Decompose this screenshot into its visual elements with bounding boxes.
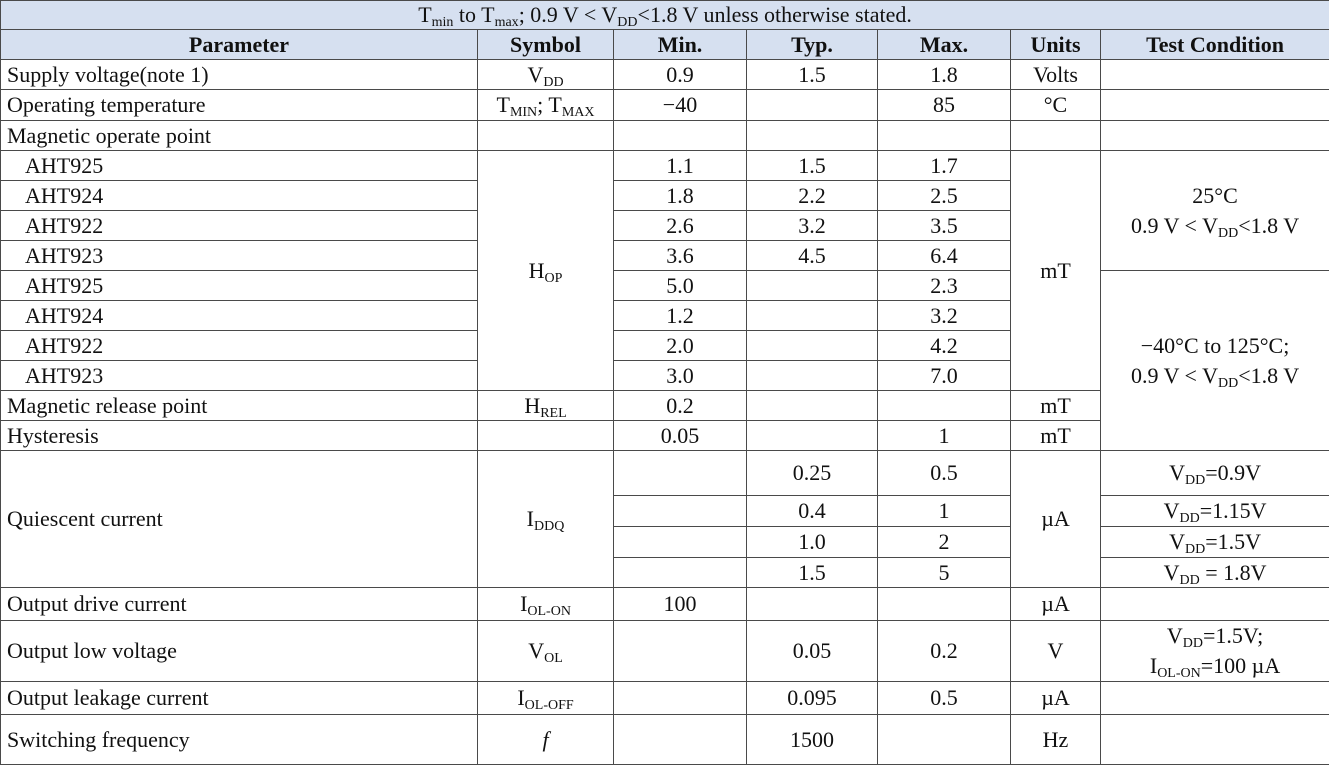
cell-typ: 0.095 [747, 682, 878, 715]
cell-condition [1101, 715, 1329, 765]
device-name: AHT923 [1, 241, 478, 271]
cell-max: 2.3 [878, 271, 1011, 301]
device-name: AHT923 [1, 361, 478, 391]
table-row [1, 682, 1329, 715]
cell-empty [478, 121, 614, 151]
cell-max: 1 [878, 421, 1011, 451]
cell-typ [747, 588, 878, 621]
cell-condition: $V_{DD}=0.9V$ [1101, 451, 1329, 496]
cell-typ [747, 90, 878, 121]
header-test-condition: Test Condition [1101, 30, 1329, 60]
cell-max: 3.2 [878, 301, 1011, 331]
cell-typ: 4.5 [747, 241, 878, 271]
cell-condition [1101, 588, 1329, 621]
param-supply-voltage: Supply voltage(note 1) [1, 60, 478, 90]
symbol-f: f [478, 715, 614, 765]
cell-min: 2.0 [614, 331, 747, 361]
cell-units: Hz [1011, 715, 1101, 765]
header-parameter: Parameter [1, 30, 478, 60]
device-name: AHT925 [1, 271, 478, 301]
symbol-vol: $V_{OL}$ [478, 621, 614, 682]
cell-max: 85 [878, 90, 1011, 121]
cell-typ [747, 421, 878, 451]
cell-typ: 1.5 [747, 151, 878, 181]
table-row [1, 451, 1329, 496]
header-symbol: Symbol [478, 30, 614, 60]
cell-min: 100 [614, 588, 747, 621]
header-row [1, 30, 1329, 60]
cell-units: mT [1011, 421, 1101, 451]
device-name: AHT922 [1, 211, 478, 241]
cell-max: 7.0 [878, 361, 1011, 391]
cell-empty [747, 121, 878, 151]
param-switching-frequency: Switching frequency [1, 715, 478, 765]
symbol-hrel: $H_{REL}$ [478, 391, 614, 421]
param-magnetic-release-point: Magnetic release point [1, 391, 478, 421]
cell-max: 1.7 [878, 151, 1011, 181]
cell-max: 5 [878, 558, 1011, 588]
units-iddq: µA [1011, 451, 1101, 588]
cell-typ: 2.2 [747, 181, 878, 211]
cell-typ: 1.5 [747, 558, 878, 588]
cell-condition: $V_{DD} = 1.8V$ [1101, 558, 1329, 588]
cell-min: 0.2 [614, 391, 747, 421]
cell-min: 1.8 [614, 181, 747, 211]
table-row [1, 121, 1329, 151]
cell-empty [1011, 121, 1101, 151]
cell-typ [747, 301, 878, 331]
symbol-iol-on: $I_{OL-ON}$ [478, 588, 614, 621]
header-units: Units [1011, 30, 1101, 60]
cell-max: 3.5 [878, 211, 1011, 241]
param-magnetic-operate-point: Magnetic operate point [1, 121, 478, 151]
cell-typ [747, 271, 878, 301]
symbol-vdd: $V_{DD}$ [478, 60, 614, 90]
cell-typ [747, 361, 878, 391]
header-min: Min. [614, 30, 747, 60]
table-row [1, 715, 1329, 765]
table-row [1, 271, 1329, 301]
condition-vol: $V_{DD}=1.5V$; $I_{OL-ON}=100$ µA [1101, 621, 1329, 682]
device-name: AHT924 [1, 301, 478, 331]
cell-min [614, 527, 747, 558]
cell-min: 2.6 [614, 211, 747, 241]
table-row [1, 588, 1329, 621]
table-title-row [1, 1, 1329, 30]
table-row [1, 90, 1329, 121]
cell-min [614, 621, 747, 682]
cell-condition [1101, 60, 1329, 90]
cell-empty [1101, 121, 1329, 151]
cell-units: mT [1011, 391, 1101, 421]
cell-units: µA [1011, 682, 1101, 715]
cell-empty [614, 121, 747, 151]
cell-max: 0.5 [878, 682, 1011, 715]
table-row [1, 621, 1329, 682]
symbol-iddq: $I_{DDQ}$ [478, 451, 614, 588]
param-operating-temperature: Operating temperature [1, 90, 478, 121]
device-name: AHT925 [1, 151, 478, 181]
cell-min: 3.6 [614, 241, 747, 271]
condition-temperature-range: −40°C to 125°C; 0.9 $V < V_{DD}<1.8$ V [1101, 271, 1329, 451]
cell-max: 1 [878, 496, 1011, 527]
header-max: Max. [878, 30, 1011, 60]
condition-25c: 25°C 0.9 $V < V_{DD}<1.8$ V [1101, 151, 1329, 271]
cell-units: µA [1011, 588, 1101, 621]
param-output-low-voltage: Output low voltage [1, 621, 478, 682]
symbol-tmin-tmax: $T_{MIN}$; $T_{MAX}$ [478, 90, 614, 121]
cell-max: 4.2 [878, 331, 1011, 361]
cell-typ: 0.25 [747, 451, 878, 496]
cell-min: 0.05 [614, 421, 747, 451]
param-output-leakage-current: Output leakage current [1, 682, 478, 715]
cell-min [614, 558, 747, 588]
cell-min: −40 [614, 90, 747, 121]
cell-empty [878, 121, 1011, 151]
table-title: $T_{min}$ to $T_{max}$; 0.9 $V < V_{DD}<1.8$ V unless otherwise stated. [1, 1, 1329, 30]
param-quiescent-current: Quiescent current [1, 451, 478, 588]
cell-min: 0.9 [614, 60, 747, 90]
param-output-drive-current: Output drive current [1, 588, 478, 621]
cell-symbol [478, 421, 614, 451]
cell-typ: 0.4 [747, 496, 878, 527]
cell-units: °C [1011, 90, 1101, 121]
cell-min: 5.0 [614, 271, 747, 301]
cell-condition [1101, 682, 1329, 715]
cell-typ: 0.05 [747, 621, 878, 682]
cell-typ: 3.2 [747, 211, 878, 241]
cell-max: 2 [878, 527, 1011, 558]
units-hop: mT [1011, 151, 1101, 391]
symbol-hop: $H_{OP}$ [478, 151, 614, 391]
cell-max [878, 391, 1011, 421]
cell-units: V [1011, 621, 1101, 682]
cell-max [878, 588, 1011, 621]
cell-condition: $V_{DD}=1.15V$ [1101, 496, 1329, 527]
cell-min [614, 715, 747, 765]
cell-max [878, 715, 1011, 765]
cell-min: 1.2 [614, 301, 747, 331]
cell-max: 2.5 [878, 181, 1011, 211]
cell-max: 6.4 [878, 241, 1011, 271]
cell-typ [747, 391, 878, 421]
cell-typ [747, 331, 878, 361]
cell-typ: 1.5 [747, 60, 878, 90]
device-name: AHT924 [1, 181, 478, 211]
table-row [1, 60, 1329, 90]
cell-min: 3.0 [614, 361, 747, 391]
cell-min [614, 451, 747, 496]
param-hysteresis: Hysteresis [1, 421, 478, 451]
cell-min [614, 682, 747, 715]
table-row [1, 151, 1329, 181]
cell-condition [1101, 90, 1329, 121]
cell-condition: $V_{DD}=1.5V$ [1101, 527, 1329, 558]
header-typ: Typ. [747, 30, 878, 60]
cell-max: 0.5 [878, 451, 1011, 496]
cell-typ: 1.0 [747, 527, 878, 558]
cell-max: 0.2 [878, 621, 1011, 682]
cell-max: 1.8 [878, 60, 1011, 90]
cell-typ: 1500 [747, 715, 878, 765]
cell-min: 1.1 [614, 151, 747, 181]
symbol-iol-off: $I_{OL-OFF}$ [478, 682, 614, 715]
cell-min [614, 496, 747, 527]
device-name: AHT922 [1, 331, 478, 361]
cell-units: Volts [1011, 60, 1101, 90]
